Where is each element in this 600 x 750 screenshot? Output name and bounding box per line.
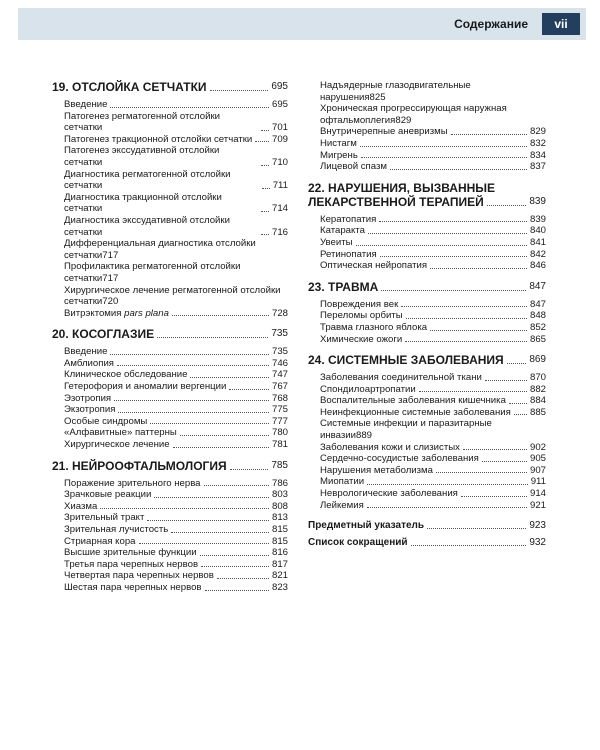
toc-entry-title: Катаракта (320, 225, 365, 237)
toc-entry[interactable] (320, 384, 546, 396)
toc-entry[interactable] (320, 138, 546, 150)
toc-entry-title: Системные инфекции и паразитарные (320, 418, 492, 430)
toc-entry-page: 905 (529, 453, 546, 465)
dot-leader (204, 485, 269, 486)
toc-left-column (52, 80, 288, 602)
toc-entry-title: Нарушения метаболизма (320, 464, 433, 476)
chapter-heading[interactable] (308, 181, 546, 209)
dot-leader (262, 188, 270, 189)
chapter-ch21 (52, 459, 288, 594)
chapter-heading[interactable] (308, 353, 546, 367)
backmatter-title: Список сокращений (308, 537, 408, 549)
toc-entry[interactable] (64, 393, 288, 405)
dot-leader (356, 245, 527, 246)
toc-entry-page: 728 (271, 307, 288, 319)
toc-entry-page: 717 (102, 272, 119, 284)
page-number-badge: vii (542, 13, 580, 35)
toc-entry-title: Химические ожоги (320, 333, 403, 345)
toc-entry[interactable] (64, 559, 288, 571)
toc-entry-title: сетчатки (64, 272, 103, 284)
chapter-entries (308, 372, 546, 511)
dot-leader (360, 146, 527, 147)
toc-entry-page: 813 (271, 512, 288, 524)
dot-leader (380, 256, 527, 257)
toc-entry-page: 921 (529, 499, 546, 511)
toc-entry-title: Повреждения век (320, 298, 399, 310)
toc-entry[interactable] (64, 99, 288, 111)
toc-entry-title: сетчатки (64, 296, 103, 308)
toc-entry-title: Нистагм (320, 137, 357, 149)
dot-leader (509, 403, 527, 404)
toc-entry[interactable] (64, 261, 288, 284)
toc-right-column (308, 80, 546, 549)
chapter-page: 735 (271, 328, 288, 340)
dot-leader (261, 211, 269, 212)
toc-entry-title: Увеиты (320, 236, 353, 248)
dot-leader (482, 461, 527, 462)
running-header (18, 8, 586, 40)
toc-entry-title: Неинфекционные системные заболевания (320, 406, 511, 418)
dot-leader (110, 354, 269, 355)
running-header-title: Содержание (454, 17, 528, 31)
chapter-page: 839 (529, 195, 546, 207)
toc-entry-page: 781 (271, 439, 288, 451)
toc-entry-title: Травма глазного яблока (320, 321, 428, 333)
dot-leader (110, 107, 269, 108)
toc-entry[interactable] (64, 308, 288, 320)
chapter-title-cont (308, 195, 546, 209)
toc-entry-page: 842 (529, 248, 546, 260)
toc-entry-page: 847 (529, 298, 546, 310)
dot-leader (114, 400, 269, 401)
toc-entry-title: Высшие зрительные функции (64, 547, 197, 559)
toc-entry-title: Воспалительные заболевания кишечника (320, 395, 506, 407)
dot-leader (117, 365, 269, 366)
toc-entry-page: 848 (529, 310, 546, 322)
toc-entry-page: 711 (272, 180, 288, 192)
toc-entry-page: 815 (271, 524, 288, 535)
toc-entry-page: 911 (530, 476, 546, 488)
toc-entry[interactable] (320, 214, 546, 226)
toc-entry[interactable] (320, 126, 546, 138)
toc-entry-page: 846 (529, 260, 546, 272)
backmatter-title: Предметный указатель (308, 520, 425, 532)
toc-entry[interactable] (64, 570, 288, 582)
toc-entry-title: Миопатии (320, 476, 365, 488)
dot-leader (201, 566, 269, 567)
toc-entry-title-cont (64, 250, 288, 262)
dot-leader (190, 377, 269, 378)
toc-entry[interactable] (64, 582, 288, 594)
chapter-ch23 (308, 280, 546, 345)
toc-entry-title: Третья пара черепных нервов (64, 558, 199, 570)
toc-entry-title: Сердечно-сосудистые заболевания (320, 453, 479, 465)
toc-entry[interactable] (64, 111, 288, 134)
dot-leader (361, 157, 527, 158)
chapter-entries (52, 346, 288, 450)
dot-leader (381, 290, 526, 291)
backmatter-page: 932 (529, 537, 546, 549)
dot-leader (463, 449, 527, 450)
toc-entry-page: 746 (271, 357, 288, 369)
toc-entry-title: офтальмоплегия (320, 114, 396, 126)
toc-entry[interactable] (64, 381, 288, 393)
toc-entry-page: 816 (271, 547, 288, 559)
toc-entry-page: 716 (271, 226, 288, 238)
toc-entry-page: 885 (529, 406, 546, 418)
toc-entry[interactable] (320, 103, 546, 126)
dot-leader (405, 341, 527, 342)
toc-entry-title: Витрэктомия pars plana (64, 307, 169, 319)
chapter-heading[interactable] (52, 327, 288, 341)
toc-entry-page: 714 (271, 203, 288, 215)
toc-entry[interactable] (64, 134, 288, 146)
chapter-21-continuation (308, 80, 546, 173)
toc-entry[interactable] (64, 416, 288, 428)
toc-entry[interactable] (64, 145, 288, 168)
dot-leader (230, 469, 269, 470)
toc-entry-page: 780 (271, 427, 288, 439)
toc-entry[interactable] (320, 249, 546, 261)
toc-entry-title: Хирургическое лечение (64, 439, 170, 451)
dot-leader (401, 306, 527, 307)
toc-entry-title: Стриарная кора (64, 535, 136, 547)
toc-entry-title: Введение (64, 99, 108, 110)
dot-leader (229, 389, 269, 390)
toc-entry-page: 825 (369, 91, 386, 103)
chapter-title: 24. СИСТЕМНЫЕ ЗАБОЛЕВАНИЯ (308, 353, 504, 368)
toc-entry-title: Поражение зрительного нерва (64, 477, 201, 489)
toc-entry-page: 767 (271, 381, 288, 393)
toc-entry-page: 832 (529, 137, 546, 149)
dot-leader (173, 447, 269, 448)
toc-entry-title: Шестая пара черепных нервов (64, 581, 202, 593)
toc-entry-title: Введение (64, 346, 108, 358)
dot-leader (406, 318, 527, 319)
chapter-heading[interactable] (52, 459, 288, 473)
toc-entry-page: 914 (529, 488, 546, 500)
toc-entry[interactable] (64, 427, 288, 439)
toc-entry-title-cont (320, 115, 546, 127)
toc-entry[interactable] (320, 395, 546, 407)
toc-entry-title: Зрительная лучистость (64, 524, 169, 535)
toc-entry[interactable] (320, 476, 546, 488)
toc-entry-title: нарушения (320, 91, 370, 103)
toc-entry-title: Профилактика регматогенной отслойки (64, 261, 241, 273)
toc-entry[interactable] (64, 192, 288, 215)
toc-entry-title: Диагностика тракционной отслойки сетчатки (64, 191, 222, 215)
toc-entry-title: Клиническое обследование (64, 369, 188, 381)
dot-leader (367, 507, 527, 508)
dot-leader (100, 508, 269, 509)
chapter-entries (308, 299, 546, 345)
toc-entry-title: Хирургическое лечение регматогенной отслойки (64, 284, 281, 296)
dot-leader (154, 497, 269, 498)
toc-entry-title: Ретинопатия (320, 248, 377, 260)
dot-leader (436, 472, 527, 473)
toc-entry[interactable] (64, 369, 288, 381)
toc-entry-page: 709 (271, 133, 288, 145)
dot-leader (507, 363, 527, 364)
toc-entry[interactable] (320, 488, 546, 500)
toc-entry-title-cont (64, 296, 288, 308)
toc-entry-title-cont (320, 430, 546, 442)
dot-leader (430, 268, 527, 269)
toc-entry-title: Мигрень (320, 149, 358, 161)
toc-entry-page: 815 (271, 535, 288, 547)
abbreviations-entry[interactable] (308, 536, 546, 549)
toc-entry-title: Патогенез тракционной отслойки сетчатки (64, 133, 253, 145)
chapter-title: 23. ТРАВМА (308, 279, 379, 294)
toc-entry-title: Заболевания кожи и слизистых (320, 441, 460, 453)
toc-entry-title: Спондилоартропатии (320, 383, 416, 395)
chapter-title: 21. НЕЙРООФТАЛЬМОЛОГИЯ (52, 458, 227, 473)
toc-entry[interactable] (64, 547, 288, 559)
toc-entry-title: Эзотропия (64, 392, 112, 404)
toc-entry[interactable] (320, 260, 546, 272)
toc-entry-page: 768 (271, 392, 288, 404)
toc-entry-title: Хроническая прогрессирующая наружная (320, 103, 507, 115)
toc-entry-page: 821 (271, 570, 288, 582)
toc-entry-page: 777 (271, 415, 288, 427)
dot-leader (210, 90, 269, 91)
dot-leader (461, 496, 527, 497)
chapter-entries (308, 214, 546, 272)
toc-entry-page: 839 (529, 213, 546, 225)
chapter-ch22 (308, 181, 546, 272)
toc-entry[interactable] (320, 500, 546, 512)
dot-leader (367, 484, 528, 485)
dot-leader (368, 233, 527, 234)
toc-entry[interactable] (64, 346, 288, 358)
toc-entry-title: Зрительный тракт (64, 512, 145, 524)
toc-entry[interactable] (320, 442, 546, 454)
toc-entry[interactable] (64, 215, 288, 238)
toc-entry[interactable] (320, 225, 546, 237)
dot-leader (514, 414, 527, 415)
toc-entry-page: 865 (529, 333, 546, 345)
toc-entry[interactable] (64, 238, 288, 261)
toc-entry[interactable] (320, 150, 546, 162)
toc-entry[interactable] (320, 372, 546, 384)
dot-leader (430, 330, 527, 331)
dot-leader (172, 315, 269, 316)
chapter-title: 19. ОТСЛОЙКА СЕТЧАТКИ (52, 80, 207, 94)
dot-leader (255, 141, 269, 142)
chapter-heading[interactable] (52, 80, 288, 94)
toc-entry-page: 735 (271, 346, 288, 358)
toc-entry[interactable] (320, 407, 546, 419)
toc-entry-title: Гетерофория и аномалии вергенции (64, 381, 227, 393)
toc-entry-title: Экзотропия (64, 404, 116, 416)
dot-leader (411, 545, 527, 546)
dot-leader (451, 134, 527, 135)
dot-leader (180, 435, 269, 436)
toc-entry-page: 747 (271, 369, 288, 381)
toc-entry-page: 829 (529, 126, 546, 138)
chapter-page: 847 (529, 280, 546, 292)
toc-entry-title-cont (64, 273, 288, 285)
toc-entry-title: Патогенез экссудативной отслойки сетчатки (64, 145, 220, 168)
toc-entry-title: Четвертая пара черепных нервов (64, 570, 214, 582)
toc-entry-title: Неврологические заболевания (320, 488, 458, 500)
chapter-page: 695 (271, 81, 288, 92)
dot-leader (200, 555, 269, 556)
dot-leader (427, 528, 526, 529)
toc-entry-title: Лицевой спазм (320, 161, 387, 173)
toc-entry[interactable] (64, 501, 288, 513)
toc-entry-title: Внутричерепные аневризмы (320, 126, 448, 138)
toc-entry-page: 710 (271, 156, 288, 168)
toc-entry-page: 837 (529, 161, 546, 173)
toc-entry[interactable] (320, 418, 546, 441)
toc-entry[interactable] (64, 358, 288, 370)
toc-entry-title: Кератопатия (320, 213, 377, 225)
toc-entry-page: 823 (271, 581, 288, 593)
dot-leader (147, 520, 269, 521)
toc-entry-page: 834 (529, 149, 546, 161)
dot-leader (485, 380, 527, 381)
toc-entry-page: 840 (529, 225, 546, 237)
dot-leader (217, 578, 269, 579)
toc-entry[interactable] (64, 439, 288, 451)
dot-leader (419, 391, 527, 392)
toc-entry[interactable] (64, 169, 288, 192)
toc-entry-page: 701 (271, 122, 288, 134)
toc-entry-page: 695 (271, 99, 288, 110)
toc-entry-title: Оптическая нейропатия (320, 260, 428, 272)
toc-entry-page: 841 (529, 236, 546, 248)
toc-entry[interactable] (320, 322, 546, 334)
toc-entry-title-cont (320, 92, 546, 104)
chapter-ch20 (52, 327, 288, 450)
toc-entry[interactable] (320, 334, 546, 346)
backmatter-page: 923 (529, 520, 546, 532)
chapter-entries (52, 478, 288, 594)
dot-leader (157, 337, 268, 338)
toc-entry[interactable] (320, 237, 546, 249)
toc-entry[interactable] (320, 453, 546, 465)
toc-entry-title: Патогенез регматогенной отслойки сетчатки (64, 110, 221, 134)
chapter-title: 20. КОСОГЛАЗИЕ (52, 327, 155, 342)
toc-entry-title: Зрачковые реакции (64, 489, 152, 501)
toc-entry-page: 803 (271, 489, 288, 501)
toc-entry[interactable] (64, 404, 288, 416)
chapter-page: 785 (271, 459, 288, 471)
toc-entry-title: инвазии (320, 430, 356, 442)
toc-entry[interactable] (320, 161, 546, 173)
toc-entry-title: Дифференциальная диагностика отслойки (64, 238, 256, 250)
dot-leader (139, 543, 269, 544)
dot-leader (150, 423, 269, 424)
chapter-ch24 (308, 353, 546, 511)
toc-entry[interactable] (320, 80, 546, 103)
toc-entry[interactable] (320, 310, 546, 322)
toc-entry-page: 852 (529, 321, 546, 333)
dot-leader (379, 221, 527, 222)
toc-entry[interactable] (64, 512, 288, 524)
toc-entry-title: Надъядерные глазодвигательные (320, 80, 471, 91)
chapter-page: 869 (529, 354, 546, 366)
toc-entry-page: 902 (529, 441, 546, 453)
dot-leader (205, 590, 269, 591)
toc-entry-title: Лейкемия (320, 499, 364, 511)
dot-leader (261, 130, 269, 131)
toc-entry[interactable] (64, 524, 288, 536)
toc-entry-title: сетчатки (64, 249, 103, 261)
toc-entry[interactable] (320, 465, 546, 477)
toc-entry[interactable] (64, 478, 288, 490)
toc-entry[interactable] (64, 285, 288, 308)
toc-entry-page: 882 (529, 383, 546, 395)
dot-leader (487, 205, 527, 206)
toc-entry-title: Заболевания соединительной ткани (320, 372, 482, 384)
dot-leader (171, 532, 269, 533)
toc-entry-title: Хиазма (64, 500, 98, 512)
toc-entry[interactable] (320, 299, 546, 311)
toc-entry-page: 720 (102, 296, 119, 308)
chapter-title: 22. НАРУШЕНИЯ, ВЫЗВАННЫЕ (308, 180, 496, 195)
dot-leader (261, 234, 269, 235)
toc-entry-page: 870 (529, 372, 546, 384)
toc-entry-page: 884 (529, 395, 546, 407)
toc-entry[interactable] (64, 489, 288, 501)
dot-leader (390, 169, 527, 170)
toc-entry-page: 808 (271, 500, 288, 512)
chapter-entries (52, 99, 288, 319)
toc-entry-page: 907 (529, 464, 546, 476)
toc-entry-title: Диагностика экссудативной отслойки сетчатки (64, 214, 230, 238)
toc-entry[interactable] (64, 536, 288, 548)
index-entry[interactable] (308, 519, 546, 532)
dot-leader (118, 412, 269, 413)
toc-entry-title: Амблиопия (64, 357, 114, 369)
toc-entry-page: 889 (356, 430, 373, 442)
toc-entry-page: 829 (395, 114, 412, 126)
chapter-ch19 (52, 80, 288, 319)
toc-entry-title: Переломы орбиты (320, 310, 403, 322)
toc-entry-title: «Алфавитные» паттерны (64, 427, 177, 439)
toc-entry-page: 817 (271, 558, 288, 570)
toc-entry-page: 786 (271, 477, 288, 489)
toc-entry-title: Диагностика регматогенной отслойки сетчатки (64, 168, 231, 192)
toc-entry-title: Особые синдромы (64, 415, 148, 427)
dot-leader (261, 165, 269, 166)
chapter-heading[interactable] (308, 280, 546, 294)
toc-entry-page: 717 (102, 249, 119, 261)
chapter-title: ЛЕКАРСТВЕННОЙ ТЕРАПИЕЙ (308, 194, 484, 209)
toc-entry-page: 775 (271, 404, 288, 416)
